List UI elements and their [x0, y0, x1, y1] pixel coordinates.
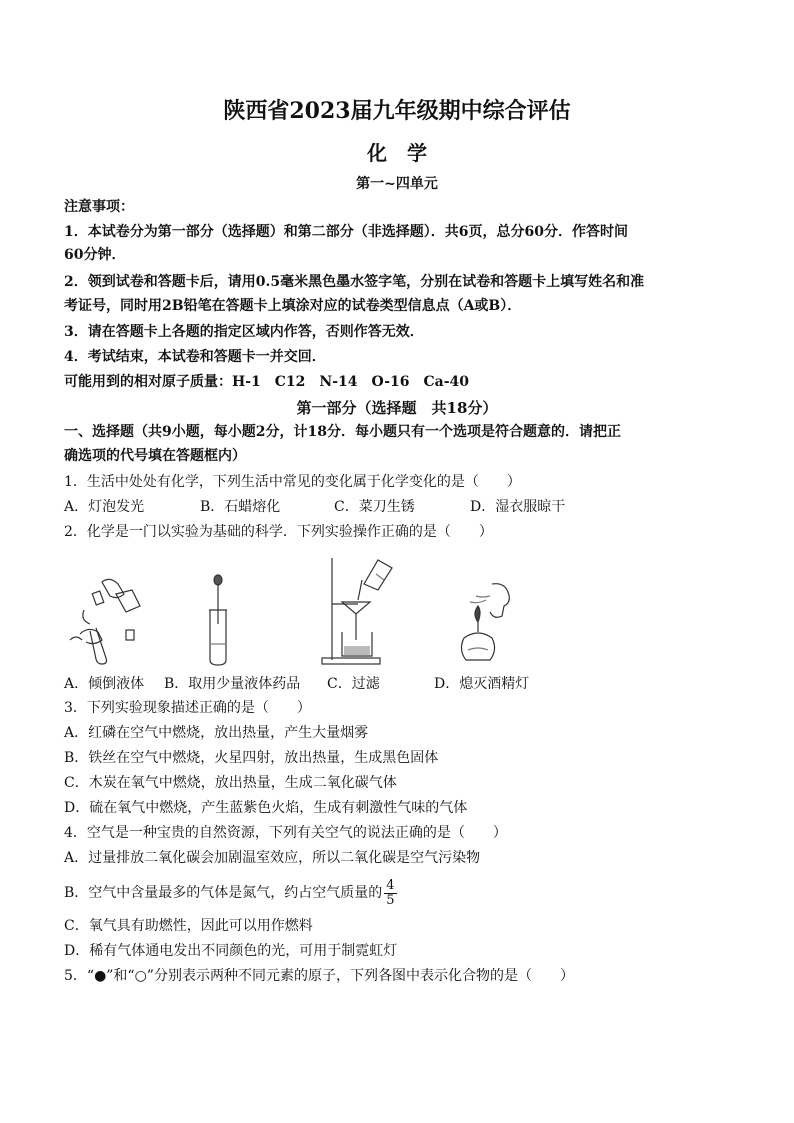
q4-stem: 4．空气是一种宝贵的自然资源，下列有关空气的说法正确的是（ ） [64, 825, 507, 841]
note-2: 2．领到试卷和答题卡后，请用0.5毫米黑色墨水签字笔，分别在试卷和答题卡上填写姓名和准 [64, 274, 645, 290]
q2-option-d: D．熄灭酒精灯 [434, 676, 530, 692]
extinguish-alcohol-lamp-illustration [450, 578, 524, 666]
q2-stem: 2．化学是一门以实验为基础的科学．下列实验操作正确的是（ ） [64, 524, 493, 540]
q4-option-a: A．过量排放二氧化碳会加剧温室效应，所以二氧化碳是空气污染物 [64, 850, 481, 866]
q4-option-b-text: B．空气中含量最多的气体是氮气，约占空气质量的 [64, 885, 383, 901]
note-1-cont: 60分钟． [64, 247, 126, 263]
q1-stem: 1．生活中处处有化学，下列生活中常见的变化属于化学变化的是（ ） [64, 474, 521, 490]
q1-option-c: C．菜刀生锈 [334, 499, 415, 515]
q3-option-a: A．红磷在空气中燃烧，放出热量，产生大量烟雾 [64, 725, 369, 741]
exam-title: 陕西省2023届九年级期中综合评估 [223, 98, 571, 124]
pouring-liquid-illustration [64, 570, 152, 666]
part1-instruction-2: 确选项的代号填在答题框内） [64, 448, 246, 464]
q2-option-b: B．取用少量液体药品 [164, 676, 301, 692]
atomic-masses: 可能用到的相对原子质量：H-1 C12 N-14 O-16 Ca-40 [64, 374, 470, 390]
notes-heading: 注意事项： [64, 199, 134, 215]
q4-option-b [64, 876, 397, 910]
q4-option-d: D．稀有气体通电发出不同颜色的光，可用于制霓虹灯 [64, 943, 398, 959]
q5-stem: 5．“●”和“○”分别表示两种不同元素的原子，下列各图中表示化合物的是（ ） [64, 968, 574, 984]
note-3: 3．请在答题卡上各题的指定区域内作答，否则作答无效． [64, 324, 424, 340]
q2-option-c: C．过滤 [327, 676, 380, 692]
subject-title: 化 学 [367, 141, 427, 165]
q3-stem: 3．下列实验现象描述正确的是（ ） [64, 700, 311, 716]
note-1: 1．本试卷分为第一部分（选择题）和第二部分（非选择题）．共6页，总分60分．作答时间 [64, 224, 628, 240]
q4-option-c: C．氧气具有助燃性，因此可以用作燃料 [64, 918, 313, 934]
part1-heading: 第一部分（选择题 共18分） [296, 399, 498, 417]
q1-option-d: D．湿衣服晾干 [470, 499, 566, 515]
part1-instruction-1: 一、选择题（共9小题，每小题2分，计18分．每小题只有一个选项是符合题意的．请把正 [64, 424, 621, 440]
dropper-illustration [204, 574, 232, 666]
fraction-numerator: 4 [386, 877, 395, 893]
filtration-illustration [318, 554, 396, 666]
q2-options [64, 674, 529, 694]
q2-option-a: A．倾倒液体 [64, 676, 145, 692]
q1-option-a: A．灯泡发光 [64, 499, 145, 515]
note-2-cont: 考证号，同时用2B铅笔在答题卡上填涂对应的试卷类型信息点（A或B）． [64, 298, 522, 314]
fraction-four-fifths [384, 879, 396, 908]
q1-option-b: B．石蜡熔化 [200, 499, 281, 515]
q3-option-c: C．木炭在氧气中燃烧，放出热量，生成二氧化碳气体 [64, 775, 397, 791]
q3-option-d: D．硫在氧气中燃烧，产生蓝紫色火焰，生成有刺激性气味的气体 [64, 800, 468, 816]
fraction-denominator: 5 [386, 892, 395, 908]
units-subtitle: 第一~四单元 [356, 176, 438, 192]
q1-options [64, 497, 565, 517]
q3-option-b: B．铁丝在空气中燃烧，火星四射，放出热量，生成黑色固体 [64, 750, 439, 766]
note-4: 4．考试结束，本试卷和答题卡一并交回． [64, 349, 326, 365]
